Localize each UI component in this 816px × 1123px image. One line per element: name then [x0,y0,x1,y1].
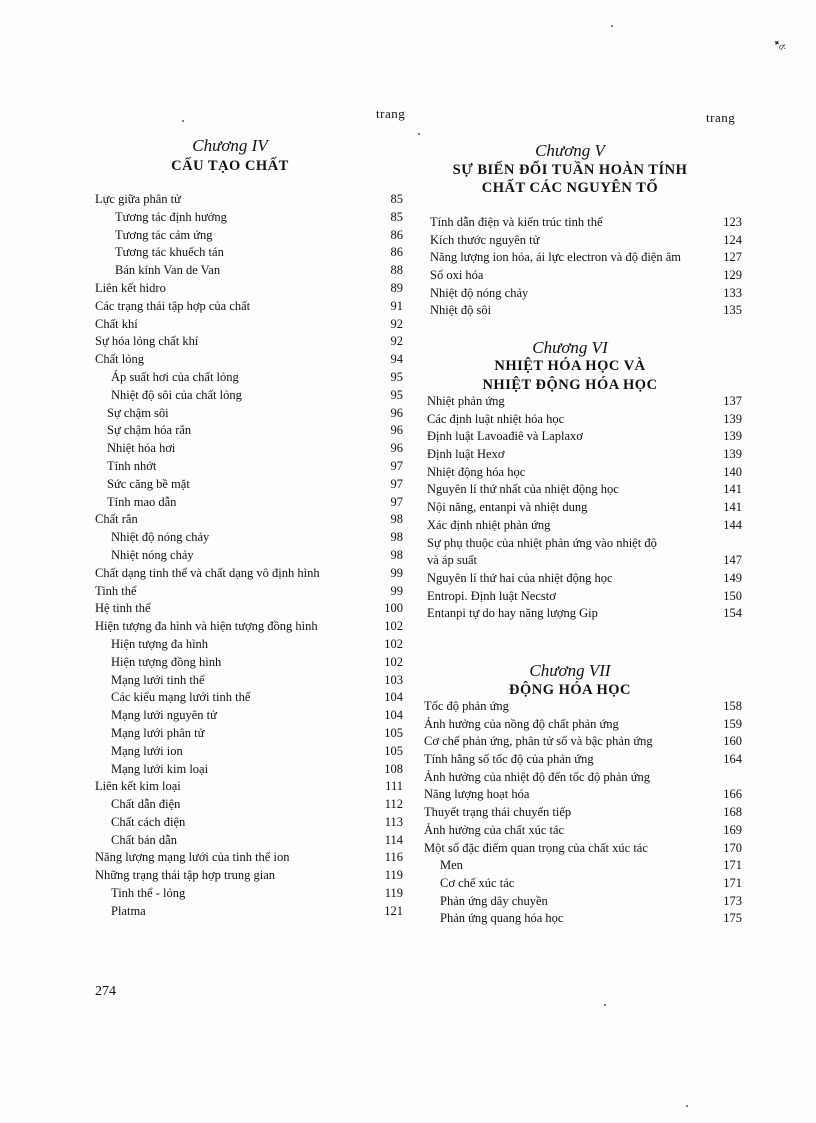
toc-entry-page: 105 [384,743,403,758]
chapter-6-subtitle-2: NHIỆT ĐỘNG HÓA HỌC [482,377,658,393]
toc-entry-label: Sức căng bề mặt [107,476,190,491]
toc-entry-page: 102 [384,619,403,634]
toc-entry-page: 97 [390,494,403,509]
toc-entry-page: 96 [390,441,403,456]
toc-entry [95,281,403,299]
toc-entry-label: Tinh thể - lỏng [111,886,186,901]
toc-entry [424,717,742,735]
toc-entry [424,770,742,788]
toc-entry-label: và áp suất [427,553,477,568]
toc-entry-page: 114 [384,832,403,847]
toc-entry-label: Liên kết hidro [95,280,166,295]
toc-entry-page: 97 [390,458,403,473]
toc-entry-label: Tính mao dẫn [107,494,177,509]
toc-entry-page: 96 [390,423,403,438]
chapter-6-title: Chương VI [532,338,608,357]
toc-entry-label: Chất lỏng [95,352,144,367]
toc-entry-page: 103 [384,672,403,687]
toc-entry [427,606,742,624]
toc-entry-page: 116 [384,850,403,865]
toc-entry-page: 99 [390,565,403,580]
toc-entry-page: 171 [723,875,742,890]
toc-entry [95,299,403,317]
toc-entry-label: Entanpi tự do hay năng lượng Gip [427,606,598,621]
toc-entry [427,447,742,465]
toc-entry-label: Ảnh hưởng của nồng độ chất phản ứng [424,716,619,731]
toc-entry-label: Hiện tượng đa hình và hiện tượng đồng hình [95,619,318,634]
toc-entry-label: Tính dẫn điện và kiến trúc tinh thể [430,215,603,229]
toc-entry-page: 154 [723,606,742,621]
toc-entry-label: Định luật Hexơ [427,447,505,462]
toc-entry [95,637,403,655]
scan-speck [604,1004,606,1006]
toc-entry-page: 102 [384,654,403,669]
toc-entry [95,423,403,441]
toc-entry-page: 97 [390,476,403,491]
toc-entry-label: Nhiệt phản ứng [427,394,505,408]
toc-entry [427,482,742,500]
toc-entry [427,536,742,554]
toc-entry-page: 95 [390,387,403,402]
trang-header-left: trang [376,106,406,121]
toc-entry [424,841,742,859]
toc-entry-page: 139 [723,429,742,444]
toc-entry-label: Tinh thể [95,583,137,598]
toc-entry-page: 150 [723,588,742,603]
toc-entry-label: Chất dạng tinh thể và chất dạng vô định hình [95,565,320,580]
toc-entry [95,690,403,708]
chapter-4-subtitle: CẤU TẠO CHẤT [171,158,289,174]
toc-entry-label: Mạng lưới kim loại [111,761,209,776]
toc-entry-label: Định luật Lavoađiê và Laplaxơ [427,429,583,444]
toc-entry [424,787,742,805]
toc-entry-page: 92 [390,316,403,331]
toc-entry-label: Cơ chế phản ứng, phân tử số và bậc phản ứng [424,734,653,749]
toc-entry-page: 137 [723,394,742,408]
toc-entry-label: Kích thước nguyên tử [430,232,540,247]
toc-entry [95,228,403,246]
toc-entry-label: Nguyên lí thứ hai của nhiệt động học [427,570,613,585]
toc-entry [427,500,742,518]
toc-entry-page: 133 [723,285,742,300]
toc-entry-label: Platma [111,903,146,918]
toc-entry [95,619,403,637]
toc-entry-page: 175 [723,911,742,926]
toc-entry-label: Xác định nhiệt phản ứng [427,517,551,532]
chapter-7-subtitle: ĐỘNG HÓA HỌC [508,682,631,698]
chapter-4-toc [95,192,403,922]
toc-entry [424,823,742,841]
toc-entry-page: 144 [723,517,742,532]
toc-entry [95,673,403,691]
toc-entry [95,762,403,780]
toc-entry [95,886,403,904]
toc-entry-label: Entropi. Định luật Necstơ [427,588,556,603]
toc-entry-page: 86 [390,227,403,242]
chapter-6-toc [427,394,742,624]
toc-entry [424,805,742,823]
toc-entry-label: Những trạng thái tập hợp trung gian [95,868,276,883]
toc-entry-label: Năng lượng mạng lưới của tinh thể ion [95,850,290,865]
toc-entry-page: 173 [723,893,742,908]
toc-entry [430,250,742,268]
toc-entry-label: Chất dẫn điện [111,797,181,812]
scan-speck [686,1105,688,1107]
toc-entry-page: 171 [723,858,742,873]
toc-entry [95,815,403,833]
toc-entry [95,530,403,548]
toc-entry-label: Tính hằng số tốc độ của phản ứng [424,752,594,767]
toc-entry [95,317,403,335]
toc-entry-page: 160 [723,734,742,749]
toc-entry-page: 159 [723,716,742,731]
scan-speck [611,25,613,27]
toc-entry-page: 95 [390,369,403,384]
toc-entry [95,584,403,602]
toc-entry [95,566,403,584]
toc-entry [427,553,742,571]
chapter-4-title: Chương IV [192,136,268,155]
toc-entry-label: Tương tác khuếch tán [115,245,224,260]
toc-entry [430,303,742,321]
toc-entry-label: Ảnh hưởng của chất xúc tác [424,822,565,837]
toc-entry-page: 89 [390,280,403,295]
toc-entry-page: 108 [384,761,403,776]
toc-entry-label: Nội năng, entanpi và nhiệt dung [427,500,588,515]
chapter-6-subtitle-1: NHIỆT HÓA HỌC VÀ [494,358,646,374]
toc-entry-label: Hiện tượng đa hình [111,636,209,651]
toc-entry [95,245,403,263]
toc-entry [95,441,403,459]
toc-entry-page: 98 [390,547,403,562]
toc-entry-page: 139 [723,411,742,426]
toc-entry [95,779,403,797]
toc-entry [95,797,403,815]
toc-entry-page: 124 [723,232,742,247]
scan-speck [418,133,420,135]
toc-entry-page: 105 [384,725,403,740]
toc-entry-label: Phản ứng quang hóa học [440,911,564,926]
toc-entry [95,263,403,281]
toc-entry-label: Các định luật nhiệt hóa học [427,411,565,426]
toc-entry-label: Mạng lưới phân tử [111,725,205,740]
chapter-7-title: Chương VII [529,661,611,680]
chapter-7-toc [424,699,742,929]
toc-entry [95,477,403,495]
toc-entry-label: Tương tác định hướng [115,209,227,224]
toc-entry-page: 85 [390,192,403,206]
toc-entry-page: 99 [390,583,403,598]
toc-entry-page: 86 [390,245,403,260]
toc-entry-page: 158 [723,699,742,713]
toc-entry-label: Tính nhớt [107,458,157,473]
toc-entry [95,868,403,886]
toc-entry [427,571,742,589]
toc-entry-label: Mạng lưới ion [111,743,183,758]
toc-entry-label: Chất rắn [95,512,138,527]
toc-entry [95,548,403,566]
toc-entry-label: Sự phụ thuộc của nhiệt phản ứng vào nhiệt độ [427,535,657,550]
toc-entry-page: 164 [723,752,742,767]
toc-entry-label: Ảnh hưởng của nhiệt độ đến tốc độ phản ứng [424,769,651,784]
toc-entry-page: 121 [384,903,403,918]
toc-entry-page: 149 [723,570,742,585]
toc-entry [95,459,403,477]
toc-entry-label: Chất bán dẫn [111,832,177,847]
toc-entry-label: Chất khí [95,316,138,331]
toc-entry-label: Tốc độ phản ứng [424,699,509,713]
toc-entry [95,512,403,530]
toc-entry [95,406,403,424]
toc-entry [424,734,742,752]
toc-entry [95,352,403,370]
toc-entry [427,394,742,412]
toc-entry [430,215,742,233]
toc-entry-page: 113 [384,814,403,829]
toc-entry-label: Các kiểu mạng lưới tinh thể [111,690,251,705]
toc-entry-page: 111 [385,779,403,794]
toc-entry-label: Mạng lưới tinh thể [111,672,205,687]
toc-entry-label: Năng lượng hoạt hóa [424,787,530,802]
toc-entry-page: 94 [390,352,403,367]
toc-entry-label: Hiện tượng đồng hình [111,654,222,669]
toc-entry [430,233,742,251]
toc-entry-page: 98 [390,530,403,545]
toc-entry [424,876,742,894]
toc-entry [427,518,742,536]
toc-entry [427,412,742,430]
toc-entry-page: 170 [723,840,742,855]
toc-entry-label: Men [440,858,463,873]
toc-entry [424,699,742,717]
toc-entry-label: Thuyết trạng thái chuyển tiếp [424,805,572,820]
toc-entry [95,601,403,619]
toc-entry-label: Một số đặc điểm quan trọng của chất xúc tác [424,840,648,855]
toc-entry [430,268,742,286]
toc-entry-page: 96 [390,405,403,420]
toc-entry-label: Nhiệt nóng chảy [111,547,194,562]
chapter-5-subtitle-2: CHẤT CÁC NGUYÊN TỐ [481,180,659,196]
toc-entry-label: Phản ứng dây chuyền [440,893,548,908]
chapter-5-title: Chương V [535,141,605,160]
corner-mark: ✦đ‧ [770,36,789,54]
toc-entry-page: 104 [384,690,403,705]
toc-entry-page: 104 [384,708,403,723]
toc-entry-label: Liên kết kim loại [95,779,181,794]
toc-entry [95,495,403,513]
toc-entry-label: Hệ tinh thể [95,601,151,616]
toc-entry-page: 91 [390,298,403,313]
toc-entry-label: Mạng lưới nguyên tử [111,708,217,723]
toc-entry-page: 140 [723,464,742,479]
toc-entry-label: Chất cách điện [111,814,186,829]
toc-entry [95,726,403,744]
toc-entry [427,465,742,483]
toc-entry-label: Cơ chế xúc tác [440,875,515,890]
toc-entry-label: Nhiệt độ nóng chảy [430,285,529,300]
toc-entry [430,286,742,304]
toc-entry-page: 135 [723,303,742,318]
toc-entry-label: Nhiệt hóa hơi [107,441,176,456]
toc-entry [95,744,403,762]
toc-entry [424,911,742,929]
toc-entry-page: 127 [723,250,742,265]
toc-entry [95,370,403,388]
toc-entry-page: 102 [384,636,403,651]
toc-entry [95,388,403,406]
toc-entry-page: 147 [723,553,742,568]
toc-entry-label: Nguyên lí thứ nhất của nhiệt động học [427,482,619,497]
toc-entry [95,334,403,352]
toc-entry [424,858,742,876]
toc-entry-label: Năng lượng ion hóa, ái lực electron và độ điện âm [430,250,681,265]
toc-entry [95,904,403,922]
toc-entry-page: 119 [384,886,403,901]
toc-entry-page: 119 [384,868,403,883]
toc-entry [424,894,742,912]
page-number: 274 [95,984,116,999]
toc-entry-label: Nhiệt độ sôi của chất lỏng [111,387,242,402]
toc-entry-label: Nhiệt độ sôi [430,303,492,318]
toc-entry-page: 141 [723,482,742,497]
toc-entry-label: Số oxi hóa [430,268,484,283]
toc-entry-page: 112 [384,797,403,812]
toc-entry [95,655,403,673]
toc-entry-page: 98 [390,512,403,527]
toc-entry-page: 123 [723,215,742,229]
toc-entry-page: 85 [390,209,403,224]
toc-entry [95,850,403,868]
toc-entry-label: Sự chậm hóa rắn [107,423,192,438]
toc-entry-label: Các trạng thái tập hợp của chất [95,298,251,313]
toc-entry-label: Áp suất hơi của chất lỏng [111,369,239,384]
toc-entry-page: 168 [723,805,742,820]
toc-entry-label: Nhiệt độ nóng chảy [111,530,210,545]
toc-entry [427,589,742,607]
toc-entry [95,192,403,210]
trang-header-right: trang [706,110,736,125]
toc-entry [427,429,742,447]
toc-entry-label: Sự chậm sôi [107,405,169,420]
toc-entry-page: 88 [390,263,403,278]
chapter-5-subtitle-1: SỰ BIẾN ĐỔI TUẦN HOÀN TÍNH [452,162,688,178]
toc-entry-page: 169 [723,822,742,837]
toc-entry-page: 139 [723,447,742,462]
toc-entry [95,210,403,228]
scan-speck [182,120,184,122]
toc-entry-label: Sự hóa lỏng chất khí [95,334,199,349]
toc-entry [95,833,403,851]
toc-entry-page: 141 [723,500,742,515]
toc-entry [95,708,403,726]
toc-entry-page: 92 [390,334,403,349]
toc-entry [424,752,742,770]
toc-entry-label: Lực giữa phân tử [95,192,181,206]
toc-entry-label: Tương tác cảm ứng [115,227,213,242]
toc-entry-label: Nhiệt động hóa học [427,464,526,479]
chapter-5-toc [430,215,742,321]
toc-entry-page: 129 [723,268,742,283]
toc-entry-label: Bán kính Van de Van [115,263,221,278]
toc-entry-page: 166 [723,787,742,802]
toc-entry-page: 100 [384,601,403,616]
